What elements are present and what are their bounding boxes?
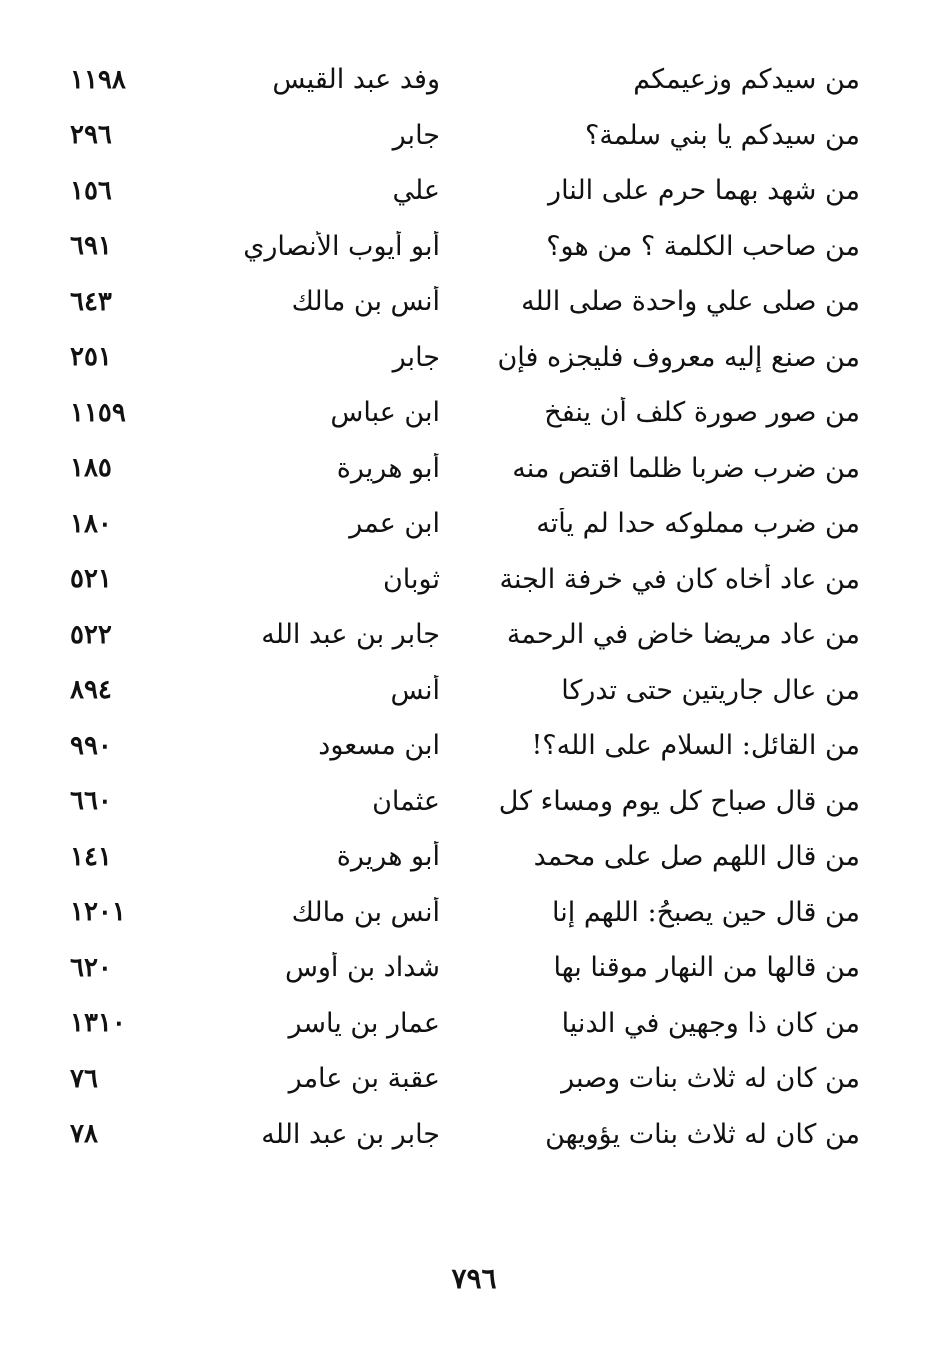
hadith-text: من كان له ثلاث بنات وصبر xyxy=(561,1063,860,1095)
page-reference: ٩٩٠ xyxy=(70,730,112,761)
index-row xyxy=(60,52,860,108)
hadith-text: من صور صورة كلف أن ينفخ xyxy=(544,397,860,429)
page-reference: ١٢٠١ xyxy=(70,897,126,928)
hadith-text: من القائل: السلام على الله؟! xyxy=(531,730,860,762)
hadith-text: من عاد مريضا خاض في الرحمة xyxy=(506,619,860,651)
index-row xyxy=(60,441,860,497)
index-row xyxy=(60,163,860,219)
page-reference: ٧٨ xyxy=(70,1119,98,1150)
narrator-name: جابر بن عبد الله xyxy=(261,1118,440,1150)
hadith-index-list xyxy=(60,52,860,1162)
index-row xyxy=(60,496,860,552)
narrator-name: عثمان xyxy=(372,785,440,817)
narrator-name: جابر xyxy=(392,341,440,373)
page-reference: ١٥٦ xyxy=(70,175,112,206)
page-reference: ٢٥١ xyxy=(70,342,112,373)
page-reference: ١١٩٨ xyxy=(70,64,126,95)
page-reference: ٦٢٠ xyxy=(70,952,112,983)
page-number: ٧٩٦ xyxy=(451,1262,497,1295)
index-row xyxy=(60,607,860,663)
narrator-name: أنس بن مالك xyxy=(291,286,440,318)
narrator-name: أبو أيوب الأنصاري xyxy=(243,230,440,262)
narrator-name: شداد بن أوس xyxy=(284,952,440,984)
narrator-name: عمار بن ياسر xyxy=(288,1007,440,1039)
page-reference: ٥٢١ xyxy=(70,564,112,595)
page-reference: ٧٦ xyxy=(70,1063,98,1094)
hadith-text: من عال جاريتين حتى تدركا xyxy=(561,674,860,706)
index-row xyxy=(60,1107,860,1163)
page-reference: ٦٤٣ xyxy=(70,286,112,317)
page-reference: ٥٢٢ xyxy=(70,619,112,650)
page-reference: ١٣١٠ xyxy=(70,1008,126,1039)
page-reference: ١٨٠ xyxy=(70,508,112,539)
index-row xyxy=(60,108,860,164)
index-row xyxy=(60,940,860,996)
hadith-text: من قال صباح كل يوم ومساء كل xyxy=(498,785,860,817)
narrator-name: علي xyxy=(392,175,440,207)
page-reference: ١٨٥ xyxy=(70,453,112,484)
narrator-name: ابن عباس xyxy=(330,397,440,429)
narrator-name: ابن عمر xyxy=(349,508,440,540)
page-reference: ٦٩١ xyxy=(70,231,112,262)
hadith-text: من قال اللهم صل على محمد xyxy=(533,841,860,873)
index-row xyxy=(60,330,860,386)
narrator-name: ابن مسعود xyxy=(318,730,440,762)
hadith-text: من صاحب الكلمة ؟ من هو؟ xyxy=(546,230,860,262)
hadith-text: من شهد بهما حرم على النار xyxy=(548,175,860,207)
narrator-name: أبو هريرة xyxy=(336,452,440,484)
hadith-text: من عاد أخاه كان في خرفة الجنة xyxy=(499,563,860,595)
hadith-text: من قالها من النهار موقنا بها xyxy=(553,952,860,984)
index-row xyxy=(60,774,860,830)
index-row xyxy=(60,385,860,441)
page-reference: ٦٦٠ xyxy=(70,786,112,817)
index-row xyxy=(60,1051,860,1107)
hadith-text: من صنع إليه معروف فليجزه فإن xyxy=(497,341,860,373)
index-row xyxy=(60,885,860,941)
narrator-name: وفد عبد القيس xyxy=(272,64,440,96)
narrator-name: جابر بن عبد الله xyxy=(261,619,440,651)
narrator-name: أبو هريرة xyxy=(336,841,440,873)
hadith-text: من سيدكم يا بني سلمة؟ xyxy=(585,119,860,151)
narrator-name: أنس xyxy=(390,674,440,706)
hadith-text: من قال حين يصبحُ: اللهم إنا xyxy=(552,896,860,928)
narrator-name: ثوبان xyxy=(382,563,440,595)
narrator-name: عقبة بن عامر xyxy=(288,1063,440,1095)
hadith-text: من صلى علي واحدة صلى الله xyxy=(521,286,860,318)
hadith-text: من سيدكم وزعيمكم xyxy=(633,64,860,96)
hadith-text: من ضرب مملوكه حدا لم يأته xyxy=(536,508,860,540)
page-reference: ١١٥٩ xyxy=(70,397,126,428)
narrator-name: جابر xyxy=(392,119,440,151)
page-reference: ٢٩٦ xyxy=(70,120,112,151)
hadith-text: من كان ذا وجهين في الدنيا xyxy=(561,1007,860,1039)
narrator-name: أنس بن مالك xyxy=(291,896,440,928)
page-reference: ٨٩٤ xyxy=(70,675,112,706)
hadith-text: من ضرب ضربا ظلما اقتص منه xyxy=(512,452,860,484)
hadith-text: من كان له ثلاث بنات يؤويهن xyxy=(545,1118,860,1150)
index-row xyxy=(60,663,860,719)
index-row xyxy=(60,552,860,608)
page-reference: ١٤١ xyxy=(70,841,112,872)
index-row xyxy=(60,718,860,774)
index-row xyxy=(60,829,860,885)
index-row xyxy=(60,996,860,1052)
index-row xyxy=(60,219,860,275)
index-row xyxy=(60,274,860,330)
